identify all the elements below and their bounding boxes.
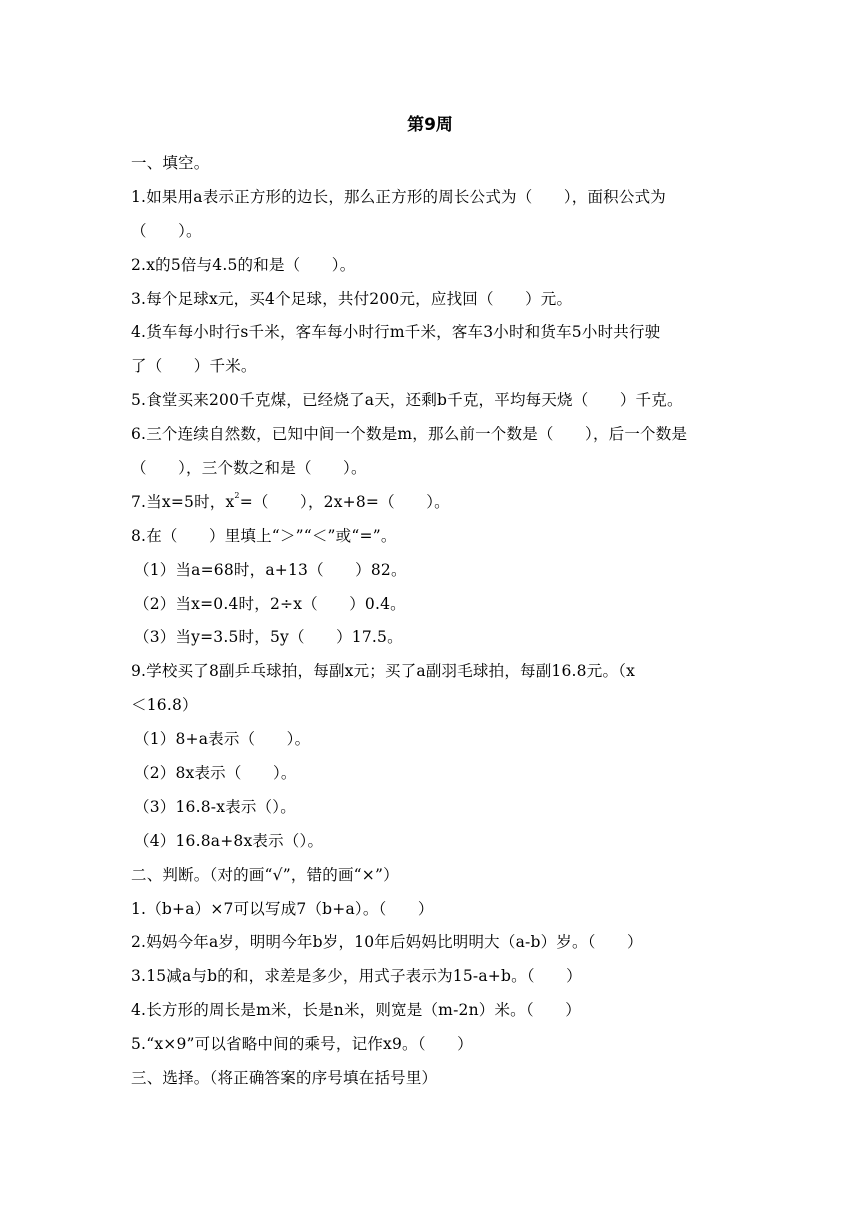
question-8: 8.在（ ）里填上“＞”“＜”或“=”。 (131, 526, 397, 545)
page-title: 第9周 (407, 115, 453, 135)
question-9-line-1: 9.学校买了8副乒乓球拍，每副x元；买了a副羽毛球拍，每副16.8元。（x (131, 662, 636, 681)
question-7 (131, 486, 731, 520)
section-heading-judge: 二、判断。（对的画“√”，错的画“×”） (131, 865, 399, 884)
question-1-line-1: 1.如果用a表示正方形的边长，那么正方形的周长公式为（ ），面积公式为 (131, 187, 666, 206)
question-5: 5.食堂买来200千克煤，已经烧了a天，还剩b千克，平均每天烧（ ）千克。 (131, 391, 683, 410)
question-9-sub-4: （4）16.8a+8x表示（）。 (134, 831, 324, 850)
judge-4: 4.长方形的周长是m米，长是n米，则宽是（m-2n）米。（ ） (131, 1001, 581, 1020)
worksheet-body (131, 147, 731, 1096)
question-4-line-1: 4.货车每小时行s千米，客车每小时行m千米，客车3小时和货车5小时共行驶 (131, 323, 661, 342)
judge-5: 5.“x×9”可以省略中间的乘号，记作x9。（ ） (131, 1035, 473, 1054)
question-1-line-2: （ ）。 (131, 221, 202, 240)
question-7-post: =（ ），2x+8=（ ）。 (239, 492, 450, 511)
section-heading-choice: 三、选择。（将正确答案的序号填在括号里） (131, 1069, 438, 1088)
question-4-line-2: 了（ ）千米。 (131, 357, 257, 376)
question-8-sub-3: （3）当y=3.5时，5y（ ）17.5。 (134, 628, 403, 647)
question-6-line-1: 6.三个连续自然数，已知中间一个数是m，那么前一个数是（ ），后一个数是 (131, 425, 688, 444)
judge-2: 2.妈妈今年a岁，明明今年b岁，10年后妈妈比明明大（a-b）岁。（ ） (131, 933, 643, 952)
question-8-sub-2: （2）当x=0.4时，2÷x（ ）0.4。 (134, 594, 406, 613)
question-2: 2.x的5倍与4.5的和是（ ）。 (131, 255, 356, 274)
judge-3: 3.15减a与b的和，求差是多少，用式子表示为15-a+b。（ ） (131, 967, 582, 986)
superscript-exponent: 2 (234, 490, 240, 500)
question-9-line-2: ＜16.8） (131, 696, 198, 715)
section-heading-fill-blank: 一、填空。 (131, 154, 210, 172)
question-9-sub-1: （1）8+a表示（ ）。 (134, 730, 311, 749)
question-9-sub-2: （2）8x表示（ ）。 (134, 764, 297, 783)
judge-1: 1.（b+a）×7可以写成7（b+a）。（ ） (131, 899, 434, 918)
question-7-pre: 7.当x=5时，x (131, 492, 235, 511)
question-3: 3.每个足球x元，买4个足球，共付200元，应找回（ ）元。 (131, 289, 573, 308)
question-8-sub-1: （1）当a=68时，a+13（ ）82。 (134, 560, 407, 579)
question-6-line-2: （ ），三个数之和是（ ）。 (131, 459, 367, 478)
question-9-sub-3: （3）16.8-x表示（）。 (134, 797, 296, 816)
